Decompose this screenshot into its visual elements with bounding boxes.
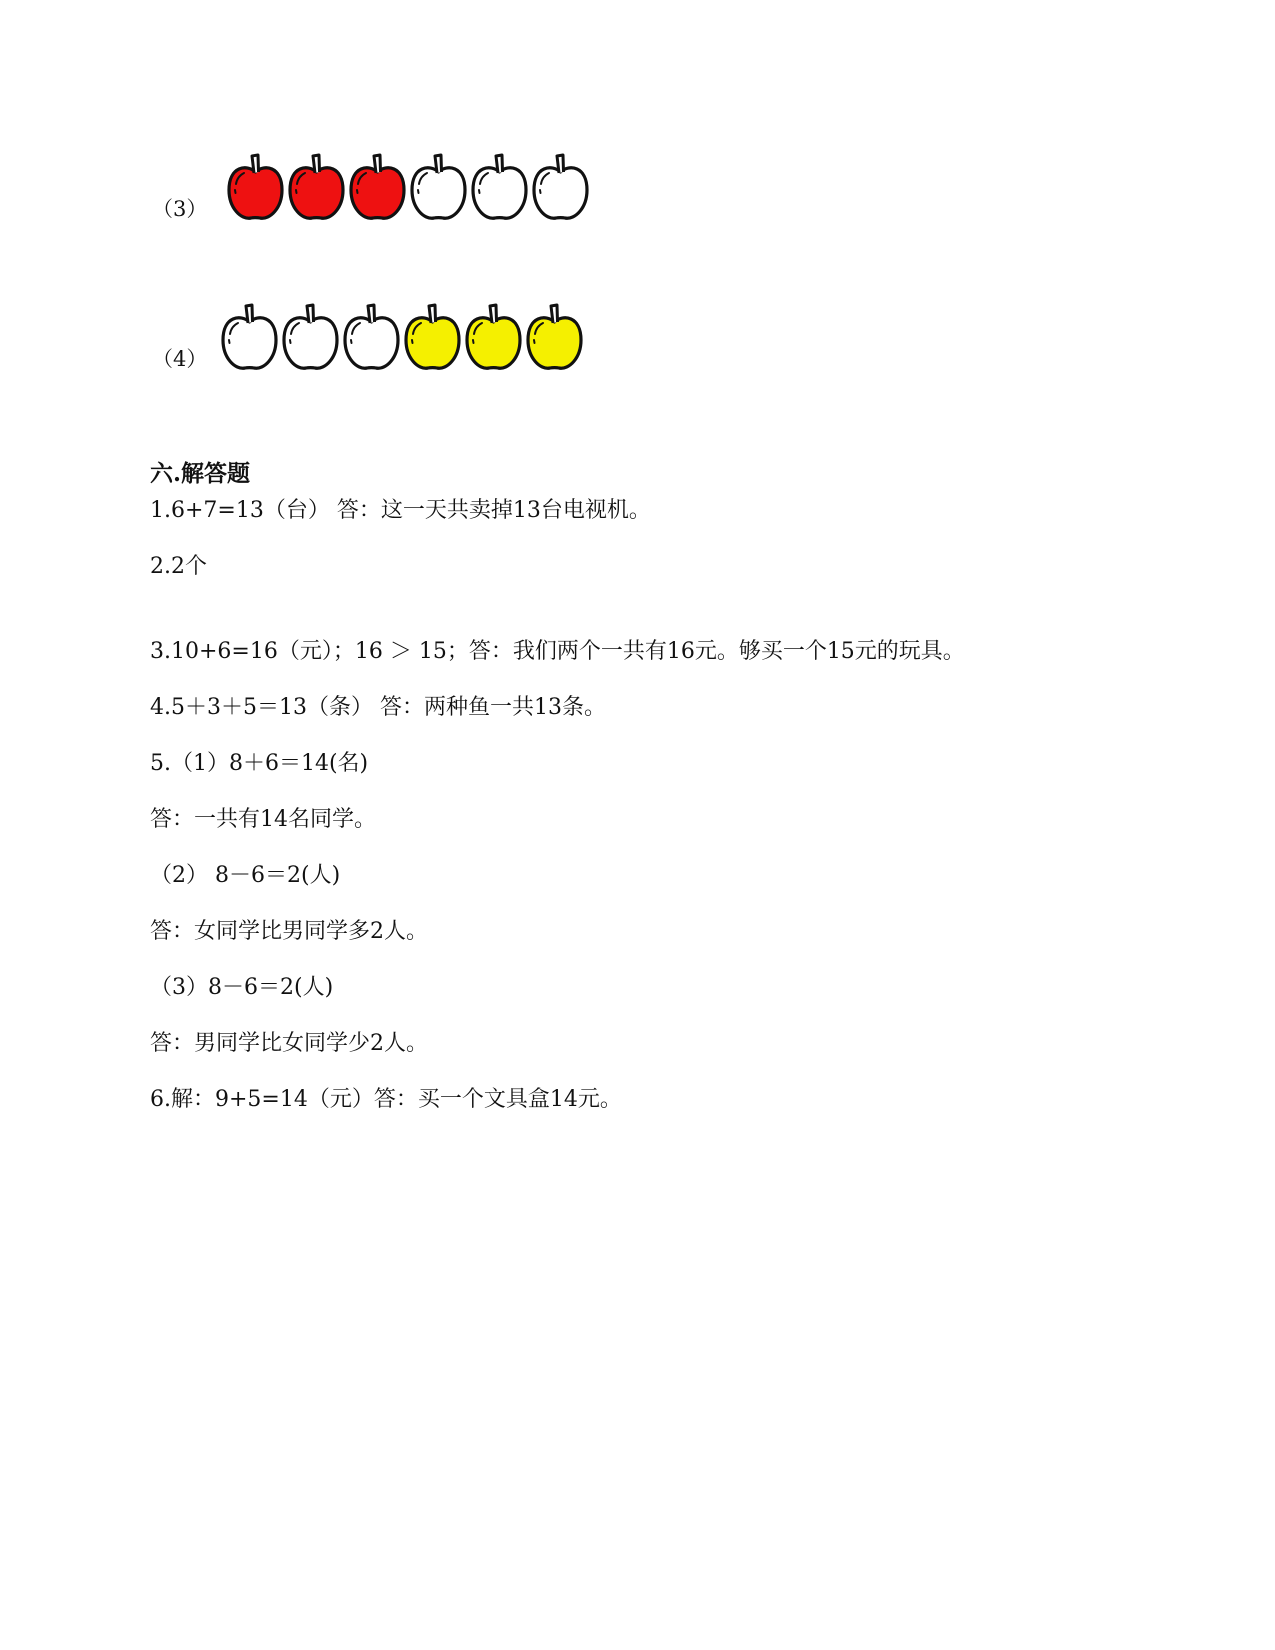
apple-icon	[225, 150, 286, 222]
answer-line-10: 答：男同学比女同学少2人。	[150, 1031, 428, 1056]
answer-line-11: 6.解：9+5=14（元）答：买一个文具盒14元。	[150, 1087, 622, 1112]
answer-line-7: （2） 8－6＝2(人)	[150, 863, 341, 888]
picture-row-3	[152, 150, 591, 222]
answer-line-8: 答：女同学比男同学多2人。	[150, 919, 428, 944]
apple-icon	[219, 300, 280, 372]
apple-icon	[408, 150, 469, 222]
apple-icon	[469, 150, 530, 222]
apple-icon	[286, 150, 347, 222]
answer-line-3: 3.10+6=16（元）；16 ＞ 15；答：我们两个一共有16元。够买一个15元的玩具。	[150, 639, 965, 664]
answer-line-2: 2.2个	[150, 554, 207, 579]
apple-group	[219, 300, 585, 372]
picture-row-label: （3）	[152, 197, 208, 221]
apple-icon	[280, 300, 341, 372]
answer-line-1: 1.6+7=13（台） 答：这一天共卖掉13台电视机。	[150, 498, 651, 523]
apple-group	[225, 150, 591, 222]
answer-line-9: （3）8－6＝2(人)	[150, 975, 334, 1000]
picture-row-4	[152, 300, 585, 372]
apple-icon	[530, 150, 591, 222]
apple-icon	[341, 300, 402, 372]
apple-icon	[524, 300, 585, 372]
picture-row-label: （4）	[152, 347, 208, 371]
section-title: 六.解答题	[150, 460, 251, 487]
apple-icon	[463, 300, 524, 372]
answer-line-5: 5.（1）8＋6＝14(名)	[150, 751, 369, 776]
answer-line-4: 4.5＋3＋5＝13（条） 答：两种鱼一共13条。	[150, 695, 606, 720]
answer-line-6: 答：一共有14名同学。	[150, 807, 376, 832]
apple-icon	[347, 150, 408, 222]
apple-icon	[402, 300, 463, 372]
